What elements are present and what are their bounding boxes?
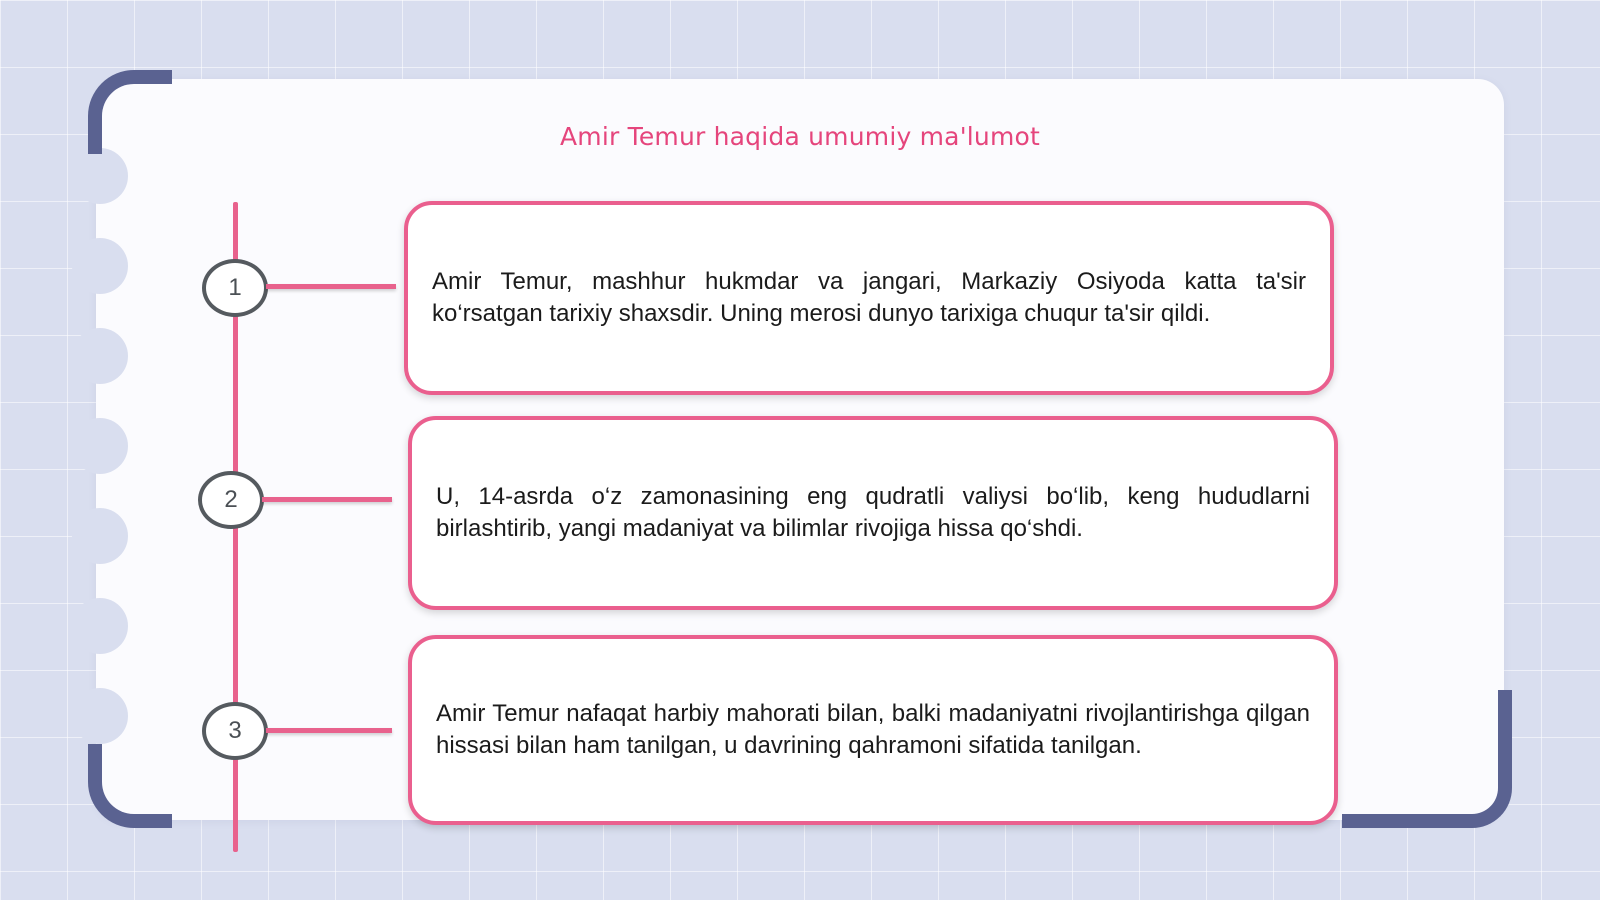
scallop-decoration <box>72 238 128 294</box>
scallop-decoration <box>72 598 128 654</box>
scallop-decoration <box>72 418 128 474</box>
step-marker-1: 1 <box>202 259 268 317</box>
page-title: Amir Temur haqida umumiy ma'lumot <box>559 122 1041 151</box>
scallop-decoration <box>72 688 128 744</box>
corner-bracket-bottom-right <box>1342 690 1512 828</box>
step-marker-3: 3 <box>202 702 268 760</box>
info-card-text: Amir Temur nafaqat harbiy mahorati bilan, balki madaniyatni rivojlantirishga qilgan hissasi bilan ham tanilgan, u davrining qahramoni sifatida tanilgan. <box>436 700 1310 759</box>
scallop-decoration <box>72 148 128 204</box>
info-card-1 <box>404 201 1334 395</box>
corner-bracket-bottom-left <box>88 744 172 828</box>
connector-1 <box>266 284 396 289</box>
info-card-text: Amir Temur, mashhur hukmdar va jangari, Markaziy Osiyoda katta ta'sir ko‘rsatgan tarixiy shaxsdir. Uning merosi dunyo tarixiga chuqur ta'sir qildi. <box>432 268 1306 327</box>
scallop-decoration <box>72 328 128 384</box>
info-card-text: U, 14-asrda o‘z zamonasining eng qudratli valiysi bo‘lib, keng hududlarni birlashtirib, yangi madaniyat va bilimlar rivojiga hissa qo‘shdi. <box>436 483 1310 542</box>
info-card-3 <box>408 635 1338 825</box>
info-card-2 <box>408 416 1338 610</box>
step-marker-2: 2 <box>198 471 264 529</box>
connector-2 <box>262 497 392 502</box>
connector-3 <box>266 728 392 733</box>
scallop-decoration <box>72 508 128 564</box>
